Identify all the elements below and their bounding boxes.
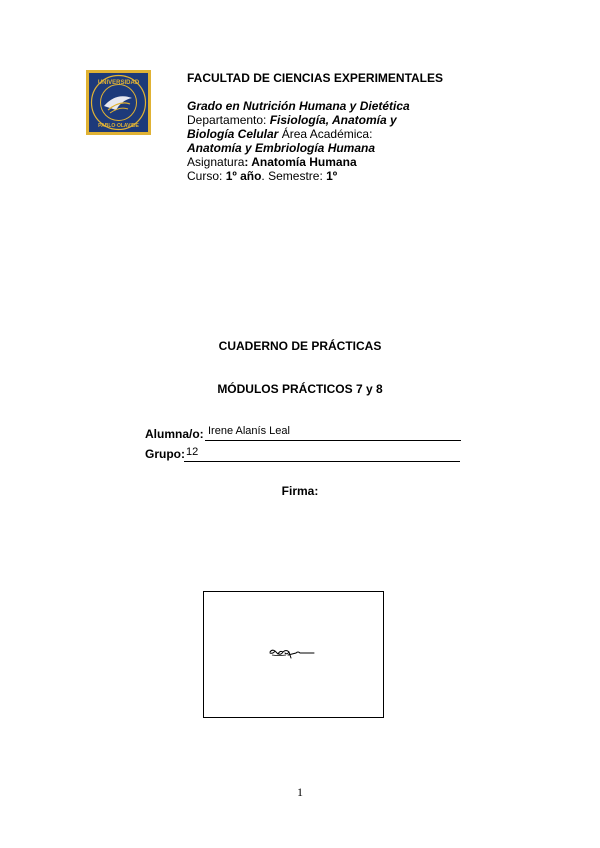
signature-label: Firma: (281, 484, 319, 498)
page-number: 1 (297, 785, 303, 799)
group-field-line (184, 460, 460, 462)
student-field-line (205, 439, 461, 441)
logo-text-bottom: PABLO·OLAVIDE (98, 123, 139, 129)
course-line (187, 169, 517, 183)
degree-name: Grado en Nutrición Humana y Dietética (187, 99, 410, 113)
group-label: Grupo: (145, 447, 185, 461)
department-line (187, 113, 517, 127)
subject-line (187, 155, 517, 169)
department-label: Departamento: (187, 113, 270, 127)
handwritten-signature (266, 644, 316, 664)
department-line-2 (187, 127, 517, 141)
student-label: Alumna/o: (145, 427, 204, 441)
student-field[interactable]: Irene Alanís Leal (208, 425, 290, 437)
subject-label: Asignatura (187, 155, 245, 169)
semester-value: 1º (326, 169, 338, 183)
department-value-1: Fisiología, Anatomía y (269, 113, 397, 127)
area-value: Anatomía y Embriología Humana (187, 141, 376, 155)
faculty-name: FACULTAD DE CIENCIAS EXPERIMENTALES (187, 71, 444, 85)
semester-label: . Semestre: (261, 169, 327, 183)
course-label: Curso: (187, 169, 226, 183)
notebook-title: CUADERNO DE PRÁCTICAS (218, 339, 382, 353)
signature-box[interactable] (203, 591, 384, 718)
university-logo (86, 70, 151, 135)
modules-title: MÓDULOS PRÁCTICOS 7 y 8 (217, 382, 383, 396)
course-value: 1º año (225, 169, 262, 183)
header-block (187, 71, 517, 183)
department-value-2: Biología Celular (187, 127, 279, 141)
subject-value: : Anatomía Humana (244, 155, 357, 169)
logo-text-top: UNIVERSIDAD (97, 80, 140, 86)
group-field[interactable]: 12 (186, 446, 199, 458)
area-label: Área Académica: (278, 127, 373, 141)
